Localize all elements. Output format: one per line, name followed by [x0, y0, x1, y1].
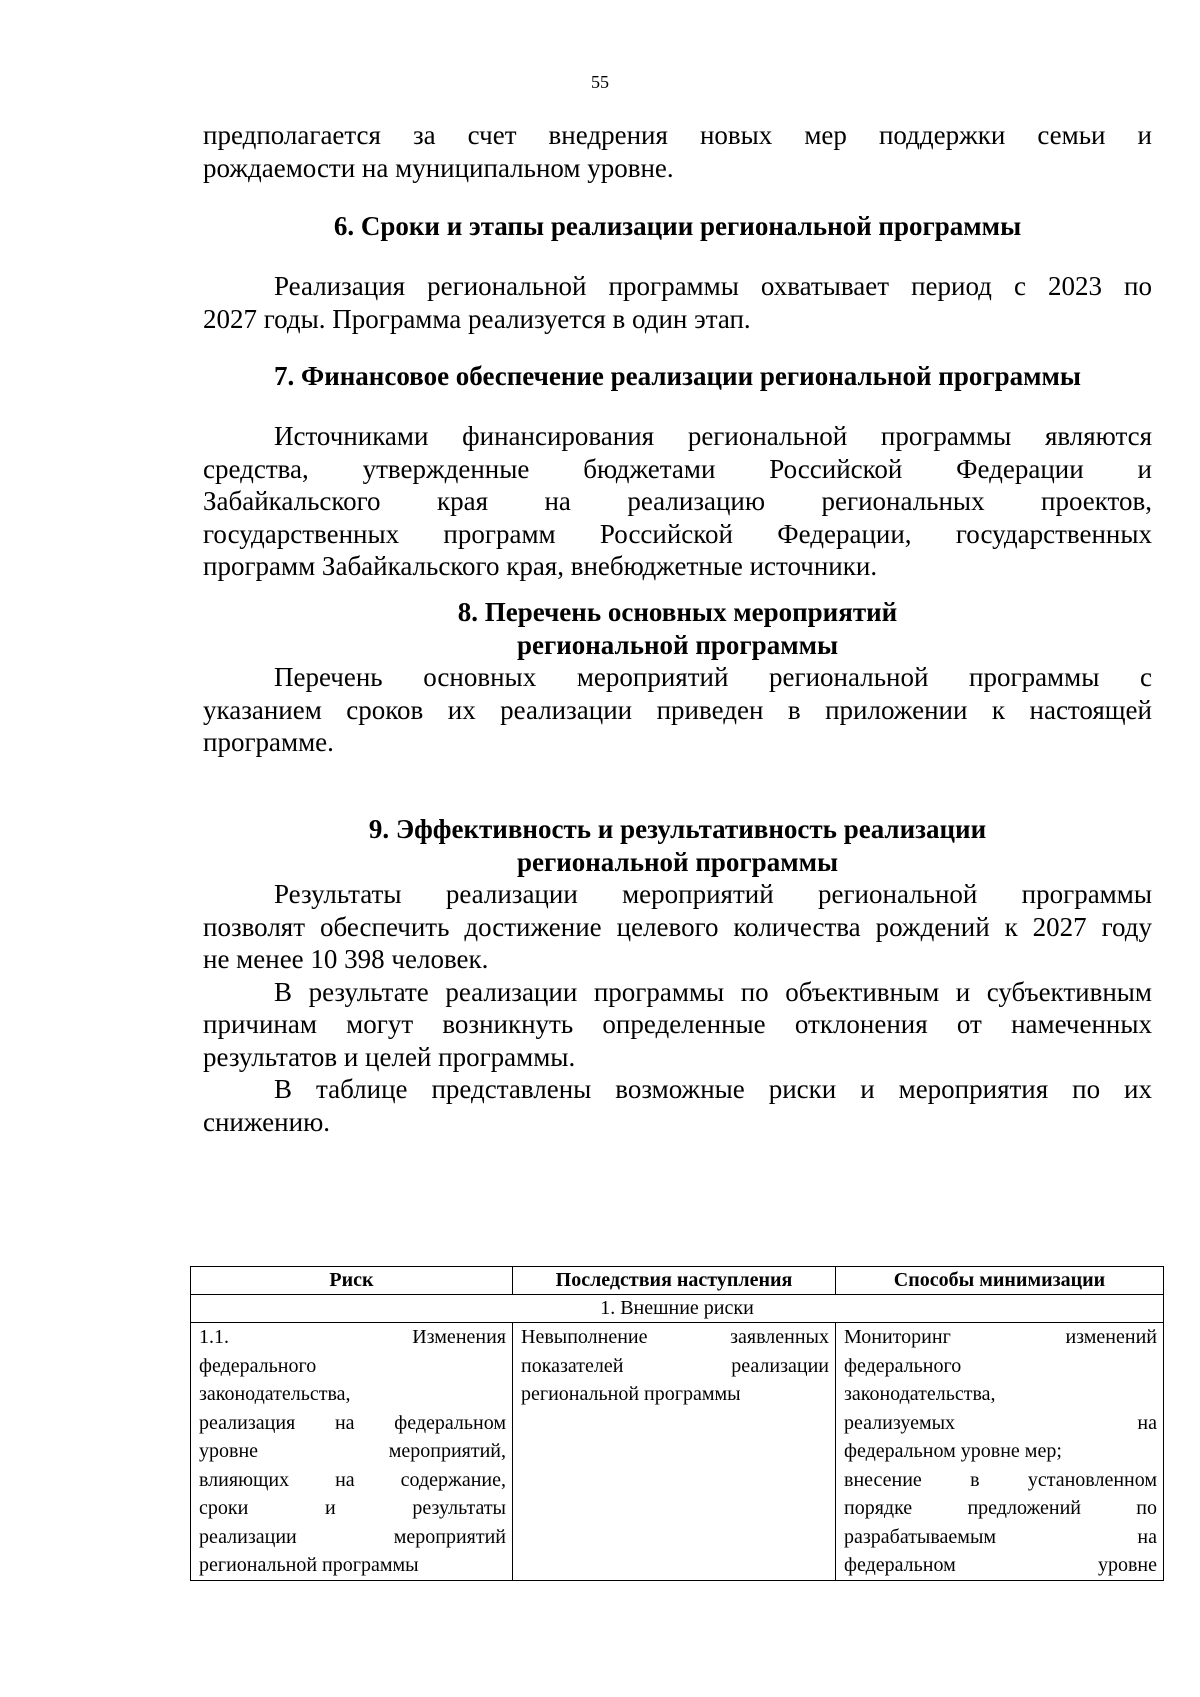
text-line: результатов и целей программы.: [203, 1041, 576, 1072]
page-number: 55: [591, 72, 609, 92]
text-line: государственных программ Российской Федерации, государственных: [203, 518, 1152, 549]
cell-line: сроки и результаты: [199, 1497, 506, 1519]
text-line: В результате реализации программы по объективным и субъективным: [274, 976, 1152, 1007]
cell-line: региональной программы: [521, 1383, 741, 1405]
section-8-paragraph: [203, 661, 1152, 759]
section-7-paragraph: [203, 420, 1152, 583]
text-line: программ Забайкальского края, внебюджетные источники.: [203, 551, 878, 581]
text-line: причинам могут возникнуть определенные отклонения от намеченных: [203, 1009, 1152, 1039]
cell-line: реализации мероприятий: [199, 1525, 506, 1548]
text-line: В таблице представлены возможные риски и мероприятия по их: [274, 1074, 1152, 1104]
cell-line: федерального: [199, 1354, 317, 1377]
table-section-row: [191, 1295, 1164, 1323]
text-line: средства, утвержденные бюджетами Российской Федерации и: [203, 453, 1152, 484]
cell-line: влияющих на содержание,: [199, 1468, 506, 1491]
heading-line: 9. Эффективность и результативность реализации: [368, 814, 987, 844]
section-9-paragraph-3: [203, 1073, 1152, 1138]
text-line: рождаемости на муниципальном уровне.: [203, 152, 674, 183]
section-row-label: 1. Внешние риски: [191, 1295, 1164, 1323]
section-9-paragraph-1: [203, 878, 1152, 976]
column-header-mitigation: Способы минимизации: [836, 1267, 1164, 1295]
text-line: Реализация региональной программы охватывает период с 2023 по: [274, 271, 1152, 301]
cell-line: федеральном уровне: [844, 1554, 1157, 1576]
risk-cell: [191, 1323, 513, 1581]
cell-line: реализация на федеральном: [199, 1411, 506, 1434]
text-line: Результаты реализации мероприятий региональной программы: [274, 879, 1152, 909]
cell-line: внесение в установленном: [844, 1468, 1157, 1491]
cell-line: законодательства,: [199, 1383, 351, 1405]
section-6-paragraph: [203, 270, 1152, 335]
mitigation-cell: [836, 1323, 1164, 1581]
cell-line: Мониторинг изменений: [844, 1326, 1157, 1348]
cell-line: показателей реализации: [521, 1354, 829, 1377]
cell-line: Невыполнение заявленных: [521, 1326, 829, 1348]
text-line: Перечень основных мероприятий региональной программы с: [274, 662, 1152, 692]
cell-line: уровне мероприятий,: [199, 1440, 506, 1462]
section-8-heading: [203, 596, 1152, 661]
intro-paragraph: [203, 119, 1152, 184]
consequences-cell: [513, 1323, 836, 1581]
cell-line: региональной программы: [199, 1554, 419, 1576]
cell-line: 1.1. Изменения: [199, 1326, 506, 1348]
cell-line: федерального: [844, 1354, 962, 1377]
text-line: Забайкальского края на реализацию региональных проектов,: [203, 486, 1152, 516]
section-9-paragraph-2: [203, 976, 1152, 1074]
cell-line: разрабатываемым на: [844, 1525, 1157, 1548]
heading-line: 8. Перечень основных мероприятий: [457, 597, 898, 627]
heading-line: региональной программы: [516, 629, 839, 660]
column-header-risk: Риск: [191, 1267, 513, 1295]
text-line: 2027 годы. Программа реализуется в один этап.: [203, 303, 751, 334]
text-line: указанием сроков их реализации приведен в приложении к настоящей: [203, 694, 1152, 725]
cell-line: федеральном уровне мер;: [844, 1440, 1062, 1462]
column-header-consequences: Последствия наступления: [513, 1267, 836, 1295]
text-line: позволят обеспечить достижение целевого количества рождений к 2027 году: [203, 911, 1152, 942]
text-line: снижению.: [203, 1106, 330, 1137]
cell-line: реализуемых на: [844, 1411, 1157, 1434]
table-row: [191, 1323, 1164, 1581]
cell-line: законодательства,: [844, 1383, 996, 1405]
section-7-heading: 7. Финансовое обеспечение реализации региональной программы: [274, 361, 1081, 391]
text-line: программе.: [203, 727, 334, 757]
table-header-row: [191, 1267, 1164, 1295]
heading-line: региональной программы: [516, 846, 839, 877]
section-9-heading: [203, 813, 1152, 878]
section-6-heading: 6. Сроки и этапы реализации региональной программы: [333, 211, 1022, 241]
cell-line: порядке предложений по: [844, 1497, 1157, 1519]
text-line: предполагается за счет внедрения новых мер поддержки семьи и: [203, 120, 1152, 150]
text-line: Источниками финансирования региональной программы являются: [274, 421, 1152, 451]
text-line: не менее 10 398 человек.: [203, 944, 489, 974]
risk-table: [190, 1266, 1164, 1581]
